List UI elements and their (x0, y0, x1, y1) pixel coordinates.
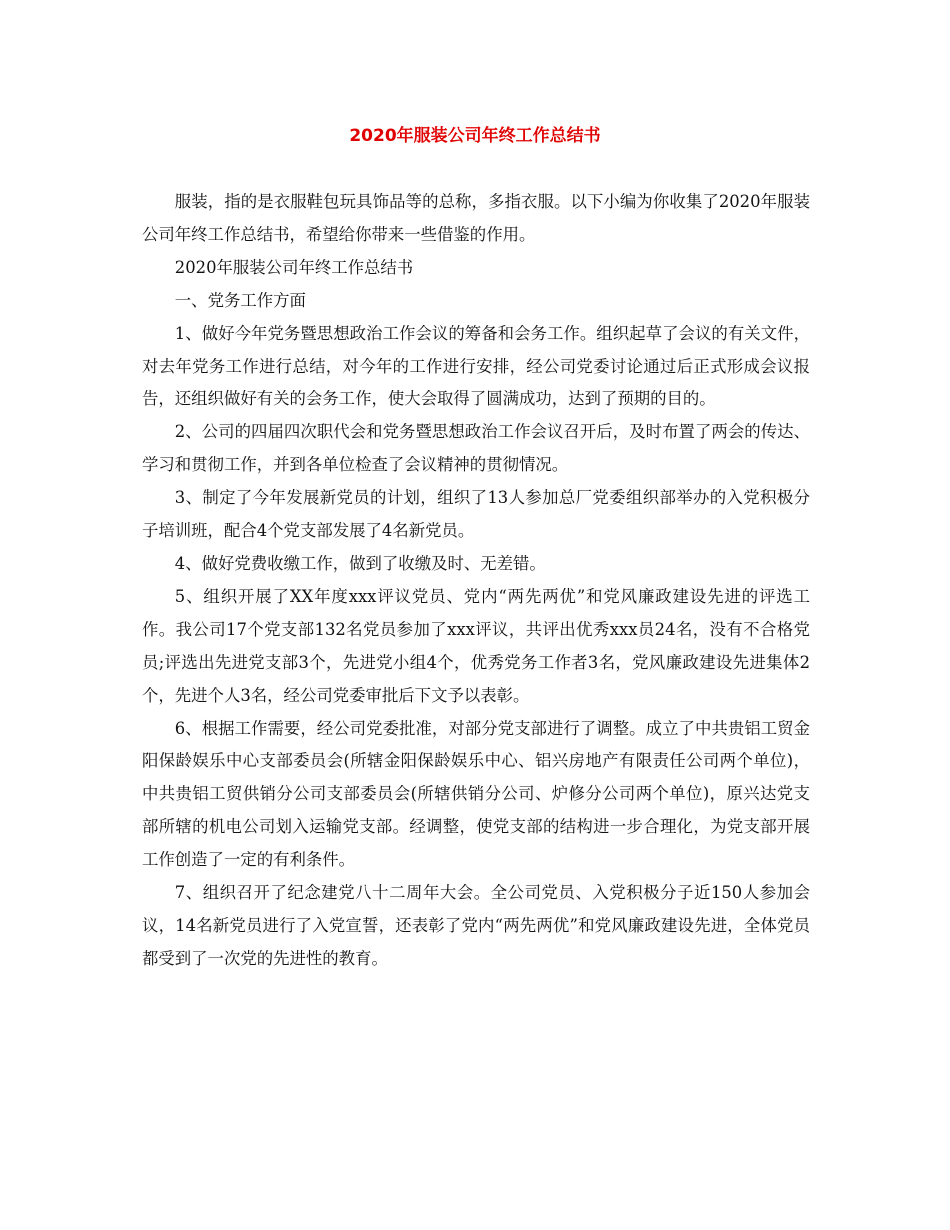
document-body (142, 186, 810, 976)
paragraph-item-4: 4、做好党费收缴工作，做到了收缴及时、无差错。 (174, 553, 546, 573)
paragraph-item-2: 2、公司的四届四次职代会和党务暨思想政治工作会议召开后，及时布置了两会的传达、学习和贯彻工作，并到各单位检查了会议精神的贯彻情况。 (142, 422, 810, 475)
paragraph-item-6: 6、根据工作需要，经公司党委批准，对部分党支部进行了调整。成立了中共贵铝工贸金阳保龄娱乐中心支部委员会(所辖金阳保龄娱乐中心、铝兴房地产有限责任公司两个单位)，中共贵铝工贸供销分公司支部委员会(所辖供销分公司、炉修分公司两个单位)，原兴达党支部所辖的机电公司划入运输党支部。经调整，使党支部的结构进一步合理化，为党支部开展工作创造了一定的有利条件。 (142, 718, 810, 870)
document-title: 2020年服装公司年终工作总结书 (349, 126, 601, 146)
section-heading: 一、党务工作方面 (174, 290, 306, 310)
paragraph-item-3: 3、制定了今年发展新党员的计划，组织了13人参加总厂党委组织部举办的入党积极分子培训班，配合4个党支部发展了4名新党员。 (142, 488, 810, 541)
paragraph-item-7: 7、组织召开了纪念建党八十二周年大会。全公司党员、入党积极分子近150人参加会议，14名新党员进行了入党宣誓，还表彰了党内“两先两优”和党风廉政建设先进，全体党员都受到了一次党的先进性的教育。 (142, 883, 810, 968)
paragraph-item-5: 5、组织开展了XX年度xxx评议党员、党内“两先两优”和党风廉政建设先进的评选工作。我公司17个党支部132名党员参加了xxx评议，共评出优秀xxx员24名，没有不合格党员;评选出先进党支部3个，先进党小组4个，优秀党务工作者3名，党风廉政建设先进集体2个，先进个人3名，经公司党委审批后下文予以表彰。 (142, 586, 810, 705)
paragraph-subtitle: 2020年服装公司年终工作总结书 (174, 257, 414, 277)
paragraph-item-1: 1、做好今年党务暨思想政治工作会议的筹备和会务工作。组织起草了会议的有关文件，对去年党务工作进行总结，对今年的工作进行安排，经公司党委讨论通过后正式形成会议报告，还组织做好有关的会务工作，使大会取得了圆满成功，达到了预期的目的。 (142, 323, 810, 409)
paragraph-intro: 服装，指的是衣服鞋包玩具饰品等的总称，多指衣服。以下小编为你收集了2020年服装公司年终工作总结书，希望给你带来一些借鉴的作用。 (142, 192, 810, 244)
